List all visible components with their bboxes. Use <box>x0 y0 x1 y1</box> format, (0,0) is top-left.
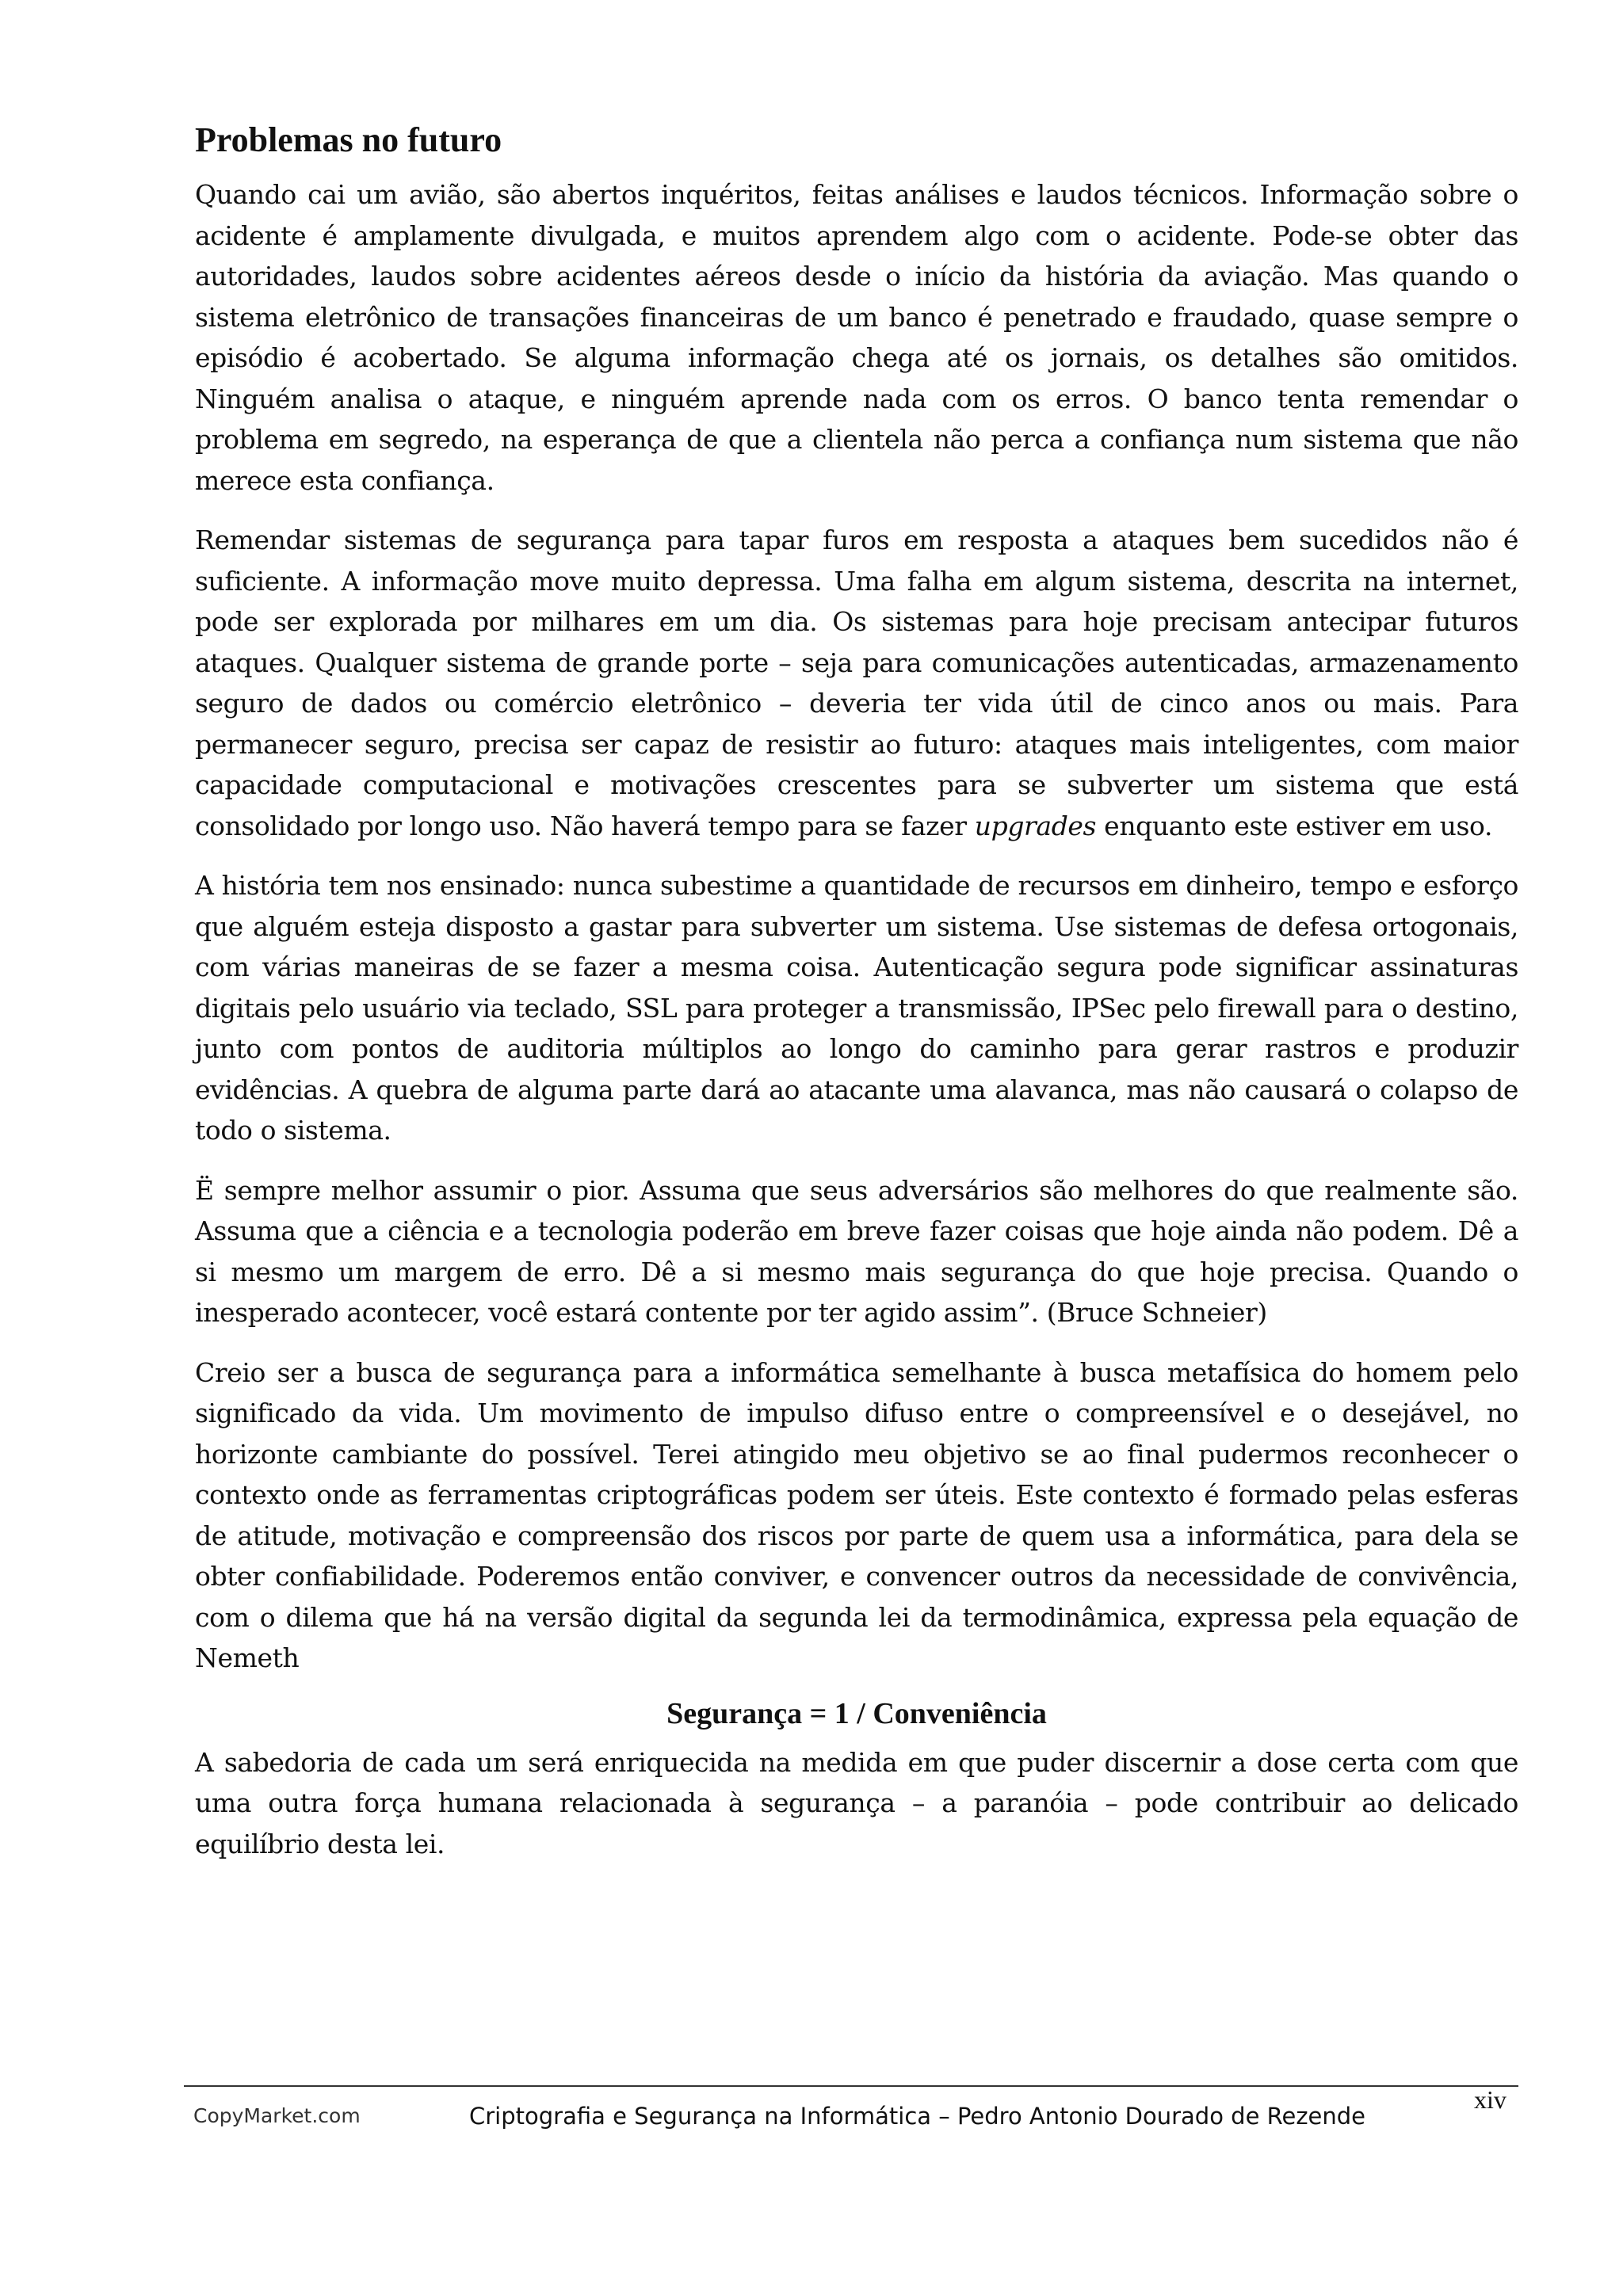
paragraph-2-text: Remendar sistemas de segurança para tapar furos em resposta a ataques bem sucedidos não é suficiente. A informação move muito depressa. Uma falha em algum sistema, descrita na internet, pode ser explorada por milhares em um dia. Os sistemas para hoje precisam antecipar futuros ataques. Qualquer sistema de grande porte – seja para comunicações autenticadas, armazenamento seguro de dados ou comércio eletrônico – deveria ter vida útil de cinco anos ou mais. Para permanecer seguro, precisa ser capaz de resistir ao futuro: ataques mais inteligentes, com maior capacidade computacional e motivações crescentes para se subverter um sistema que está consolidado por longo uso. Não haverá tempo para se fazer <box>195 524 1518 841</box>
paragraph-3: A história tem nos ensinado: nunca subestime a quantidade de recursos em dinheiro, tempo e esforço que alguém esteja disposto a gastar para subverter um sistema. Use sistemas de defesa ortogonais, com várias maneiras de se fazer a mesma coisa. Autenticação segura pode significar assinaturas digitais pelo usuário via teclado, SSL para proteger a transmissão, IPSec pelo firewall para o destino, junto com pontos de auditoria múltiplos ao longo do caminho para gerar rastros e produzir evidências. A quebra de alguma parte dará ao atacante uma alavanca, mas não causará o colapso de todo o sistema. <box>195 870 1518 1146</box>
paragraph-2-italic-term: upgrades <box>974 810 1097 841</box>
paragraph-4: Ë sempre melhor assumir o pior. Assuma que seus adversários são melhores do que realmente são. Assuma que a ciência e a tecnologia poderão em breve fazer coisas que hoje ainda não podem. Dê a si mesmo um margem de erro. Dê a si mesmo mais segurança do que hoje precisa. Quando o inesperado acontecer, você estará contente por ter agido assim”. (Bruce Schneier) <box>195 1174 1518 1328</box>
paragraph-1: Quando cai um avião, são abertos inquéritos, feitas análises e laudos técnicos. Informação sobre o acidente é amplamente divulgada, e muitos aprendem algo com o acidente. Pode-se obter das autoridades, laudos sobre acidentes aéreos desde o início da história da aviação. Mas quando o sistema eletrônico de transações financeiras de um banco é penetrado e fraudado, quase sempre o episódio é acobertado. Se alguma informação chega até os jornais, os detalhes são omitidos. Ninguém analisa o ataque, e ninguém aprende nada com os erros. O banco tenta remendar o problema em segredo, na esperança de que a clientela não perca a confiança num sistema que não merece esta confiança. <box>195 179 1518 496</box>
paragraph-2-ending: enquanto este estiver em uso. <box>1096 810 1493 841</box>
paragraph-5: Creio ser a busca de segurança para a informática semelhante à busca metafísica do homem pelo significado da vida. Um movimento de impulso difuso entre o compreensível e o desejável, no horizonte cambiante do possível. Terei atingido meu objetivo se ao final pudermos reconhecer o contexto onde as ferramentas criptográficas podem ser úteis. Este contexto é formado pelas esferas de atitude, motivação e compreensão dos riscos por parte de quem usa a informática, para dela se obter confiabilidade. Poderemos então conviver, e convencer outros da necessidade de convivência, com o dilema que há na versão digital da segunda lei da termodinâmica, expressa pela equação de Nemeth <box>195 1356 1518 1673</box>
page-content <box>195 117 1518 1883</box>
paragraph-2 <box>195 520 1518 846</box>
page-number: xiv <box>1474 2085 1507 2114</box>
paragraph-6: A sabedoria de cada um será enriquecida na medida em que puder discernir a dose certa com que uma outra força humana relacionada à segurança – a paranóia – pode contribuir ao delicado equilíbrio desta lei. <box>195 1746 1518 1859</box>
section-heading: Problemas no futuro <box>195 120 502 159</box>
footer-divider <box>184 2085 1518 2087</box>
footer-book-title: Criptografia e Segurança na Informática – Pedro Antonio Dourado de Rezende <box>469 2103 1366 2130</box>
footer-site-name: CopyMarket.com <box>193 2104 361 2127</box>
formula-line: Segurança = 1 / Conveniência <box>666 1696 1047 1730</box>
